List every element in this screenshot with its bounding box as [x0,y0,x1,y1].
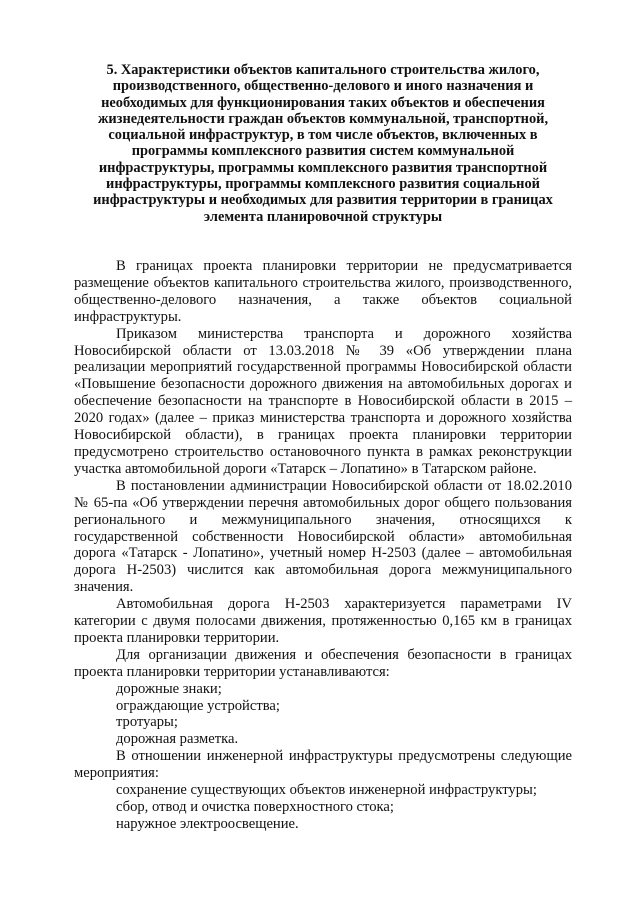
paragraph-no-facilities: В границах проекта планировки территории не предусматривается размещение объектов капитального строительства жилого, производственного, общественно-делового назначения, а также объектов социальной инфраструктуры. [74,258,572,325]
list-item: сбор, отвод и очистка поверхностного стока; [116,799,394,815]
paragraph-transport-order: Приказом министерства транспорта и дорожного хозяйства Новосибирской области от 13.03.2018 № 39 «Об утверждении плана реализации мероприятий государственной программы Новосибирской области «Повышение безопасности дорожного движения на автомобильных дорогах и обеспечение безопасности на транспорте в Новосибирской области в 2015 – 2020 годах» (далее – приказ министерства транспорта и дорожного хозяйства Новосибирской области), в границах проекта планировки территории предусмотрено строительство остановочного пункта в рамках реконструкции участка автомобильной дороги «Татарск – Лопатино» в Татарском районе. [74,325,572,477]
paragraph-road-resolution: В постановлении администрации Новосибирской области от 18.02.2010 № 65-па «Об утверждении перечня автомобильных дорог общего пользования регионального и межмуниципального значения, относящихся к государственной собственности Новосибирской области» автомобильная дорога «Татарск - Лопатино», учетный номер Н-2503 (далее – автомобильная дорога Н-2503) числится как автомобильная дорога межмуниципального значения. [74,477,572,596]
list-item: тротуары; [116,714,178,731]
list-item: сохранение существующих объектов инженерной инфраструктуры; [116,782,537,799]
list-item: ограждающие устройства; [116,697,280,714]
list-item: дорожная разметка. [116,731,239,748]
list-item: дорожные знаки; [116,680,222,697]
section-heading: 5. Характеристики объектов капитального строительства жилого, производственного, общественно-делового и иного назначения и необходимых для функционирования таких объектов и обеспечения жизнедеятельности граждан объектов коммунальной, транспортной, социальной инфраструктур, в том числе объектов, включенных в программы комплексного развития систем коммунальной инфраструктуры, программы комплексного развития транспортной инфраструктуры, программы комплексного развития социальной инфраструктуры и необходимых для развития территории в границах элемента планировочной структуры [93,62,553,225]
paragraph-engineering-intro: В отношении инженерной инфраструктуры предусмотрены следующие мероприятия: [74,748,572,782]
document-body [74,258,572,833]
list-item: наружное электроосвещение. [116,815,299,832]
paragraph-road-parameters: Автомобильная дорога Н-2503 характеризуется параметрами IV категории с двумя полосами движения, протяженностью 0,165 км в границах проекта планировки территории. [74,596,572,646]
paragraph-traffic-measures: Для организации движения и обеспечения безопасности в границах проекта планировки территории устанавливаются: [74,646,572,680]
